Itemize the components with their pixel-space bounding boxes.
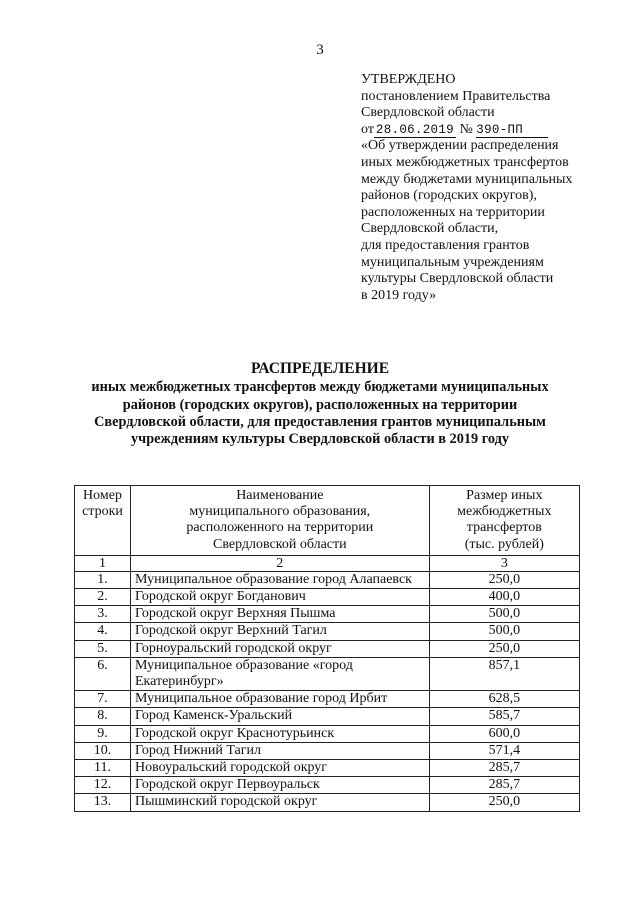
approval-line: между бюджетами муниципальных bbox=[361, 171, 573, 187]
header-text: межбюджетных bbox=[457, 504, 552, 520]
transfer-amount: 400,0 bbox=[429, 589, 579, 606]
title-line: учреждениям культуры Свердловской области в 2019 году bbox=[131, 431, 509, 448]
header-text: строки bbox=[82, 504, 123, 520]
title-line: районов (городских округов), расположенных на территории bbox=[122, 396, 518, 413]
row-number: 4. bbox=[75, 623, 131, 640]
decree-date: 28.06.2019 bbox=[375, 122, 454, 137]
transfer-amount: 571,4 bbox=[429, 742, 579, 759]
document-title bbox=[60, 360, 580, 448]
row-number: 8. bbox=[75, 708, 131, 725]
row-number: 13. bbox=[75, 794, 131, 811]
table-row bbox=[75, 589, 580, 606]
table-row bbox=[75, 571, 580, 588]
approval-line: «Об утверждении распределения bbox=[361, 138, 559, 154]
date-prefix: от bbox=[361, 121, 374, 137]
header-text: (тыс. рублей) bbox=[464, 536, 544, 552]
approval-line: муниципальным учреждениям bbox=[361, 254, 544, 270]
municipality-name: Муниципальное образование город Алапаевск bbox=[130, 571, 429, 588]
municipality-name: Новоуральский городской округ bbox=[130, 760, 429, 777]
table-row bbox=[75, 691, 580, 708]
transfer-amount: 857,1 bbox=[429, 657, 579, 690]
table-header-row bbox=[75, 486, 580, 556]
column-index: 3 bbox=[429, 555, 579, 571]
transfer-amount: 285,7 bbox=[429, 760, 579, 777]
row-number: 2. bbox=[75, 589, 131, 606]
table-row bbox=[75, 760, 580, 777]
header-municipality bbox=[130, 486, 429, 556]
approval-line: для предоставления грантов bbox=[361, 237, 530, 253]
municipality-name: Городской округ Богданович bbox=[130, 589, 429, 606]
row-number: 7. bbox=[75, 691, 131, 708]
header-text: трансфертов bbox=[466, 520, 542, 536]
number-sign: № bbox=[459, 121, 473, 137]
column-index-row bbox=[75, 555, 580, 571]
column-index: 2 bbox=[130, 555, 429, 571]
table-row bbox=[75, 708, 580, 725]
title-heading: РАСПРЕДЕЛЕНИЕ bbox=[250, 360, 390, 377]
approval-line: культуры Свердловской области bbox=[361, 271, 554, 287]
header-text: муниципального образования, bbox=[189, 504, 371, 520]
municipality-name: Муниципальное образование «город Екатеринбург» bbox=[130, 657, 429, 690]
header-text: расположенного на территории bbox=[186, 520, 374, 536]
header-text: Свердловской области bbox=[212, 536, 347, 552]
table-row bbox=[75, 742, 580, 759]
table-row bbox=[75, 606, 580, 623]
approval-line: Свердловской области, bbox=[361, 221, 499, 237]
table-row bbox=[75, 777, 580, 794]
row-number: 6. bbox=[75, 657, 131, 690]
municipality-name: Городской округ Верхний Тагил bbox=[130, 623, 429, 640]
row-number: 11. bbox=[75, 760, 131, 777]
row-number: 9. bbox=[75, 725, 131, 742]
row-number: 10. bbox=[75, 742, 131, 759]
municipality-name: Пышминский городской округ bbox=[130, 794, 429, 811]
table-row bbox=[75, 725, 580, 742]
row-number: 12. bbox=[75, 777, 131, 794]
approval-line: расположенных на территории bbox=[361, 204, 545, 220]
row-number: 1. bbox=[75, 571, 131, 588]
transfer-amount: 250,0 bbox=[429, 640, 579, 657]
municipality-name: Городской округ Верхняя Пышма bbox=[130, 606, 429, 623]
transfer-amount: 500,0 bbox=[429, 623, 579, 640]
decree-number: 390-ПП bbox=[476, 123, 548, 138]
municipality-name: Горноуральский городской округ bbox=[130, 640, 429, 657]
transfer-amount: 250,0 bbox=[429, 571, 579, 588]
header-amount bbox=[429, 486, 579, 556]
approval-line: постановлением Правительства bbox=[361, 88, 551, 104]
transfer-amount: 285,7 bbox=[429, 777, 579, 794]
title-line: иных межбюджетных трансфертов между бюджетами муниципальных bbox=[91, 379, 549, 396]
title-line: Свердловской области, для предоставления грантов муниципальным bbox=[94, 413, 546, 430]
row-number: 5. bbox=[75, 640, 131, 657]
municipality-name: Город Нижний Тагил bbox=[130, 742, 429, 759]
transfer-amount: 500,0 bbox=[429, 606, 579, 623]
approval-line: Свердловской области bbox=[361, 105, 495, 121]
header-text: Номер bbox=[83, 488, 122, 503]
municipality-name: Город Каменск-Уральский bbox=[130, 708, 429, 725]
table-row bbox=[75, 623, 580, 640]
approval-line: иных межбюджетных трансфертов bbox=[361, 154, 569, 170]
approval-heading: УТВЕРЖДЕНО bbox=[361, 72, 456, 87]
municipality-name: Городской округ Первоуральск bbox=[130, 777, 429, 794]
distribution-table bbox=[74, 485, 580, 812]
municipality-name: Муниципальное образование город Ирбит bbox=[130, 691, 429, 708]
approval-line: в 2019 году» bbox=[361, 287, 437, 303]
header-row-number bbox=[75, 486, 131, 556]
municipality-name: Городской округ Краснотурьинск bbox=[130, 725, 429, 742]
approval-block bbox=[361, 72, 623, 304]
approval-line: районов (городских округов), bbox=[361, 188, 537, 204]
transfer-amount: 628,5 bbox=[429, 691, 579, 708]
transfer-amount: 250,0 bbox=[429, 794, 579, 811]
row-number: 3. bbox=[75, 606, 131, 623]
table-row bbox=[75, 657, 580, 690]
header-text: Наименование bbox=[236, 488, 324, 503]
header-text: Размер иных bbox=[466, 488, 543, 503]
table-row bbox=[75, 640, 580, 657]
table-row bbox=[75, 794, 580, 811]
transfer-amount: 585,7 bbox=[429, 708, 579, 725]
page-number: 3 bbox=[316, 42, 324, 58]
transfer-amount: 600,0 bbox=[429, 725, 579, 742]
decree-date-number-line bbox=[361, 122, 623, 139]
column-index: 1 bbox=[75, 555, 131, 571]
